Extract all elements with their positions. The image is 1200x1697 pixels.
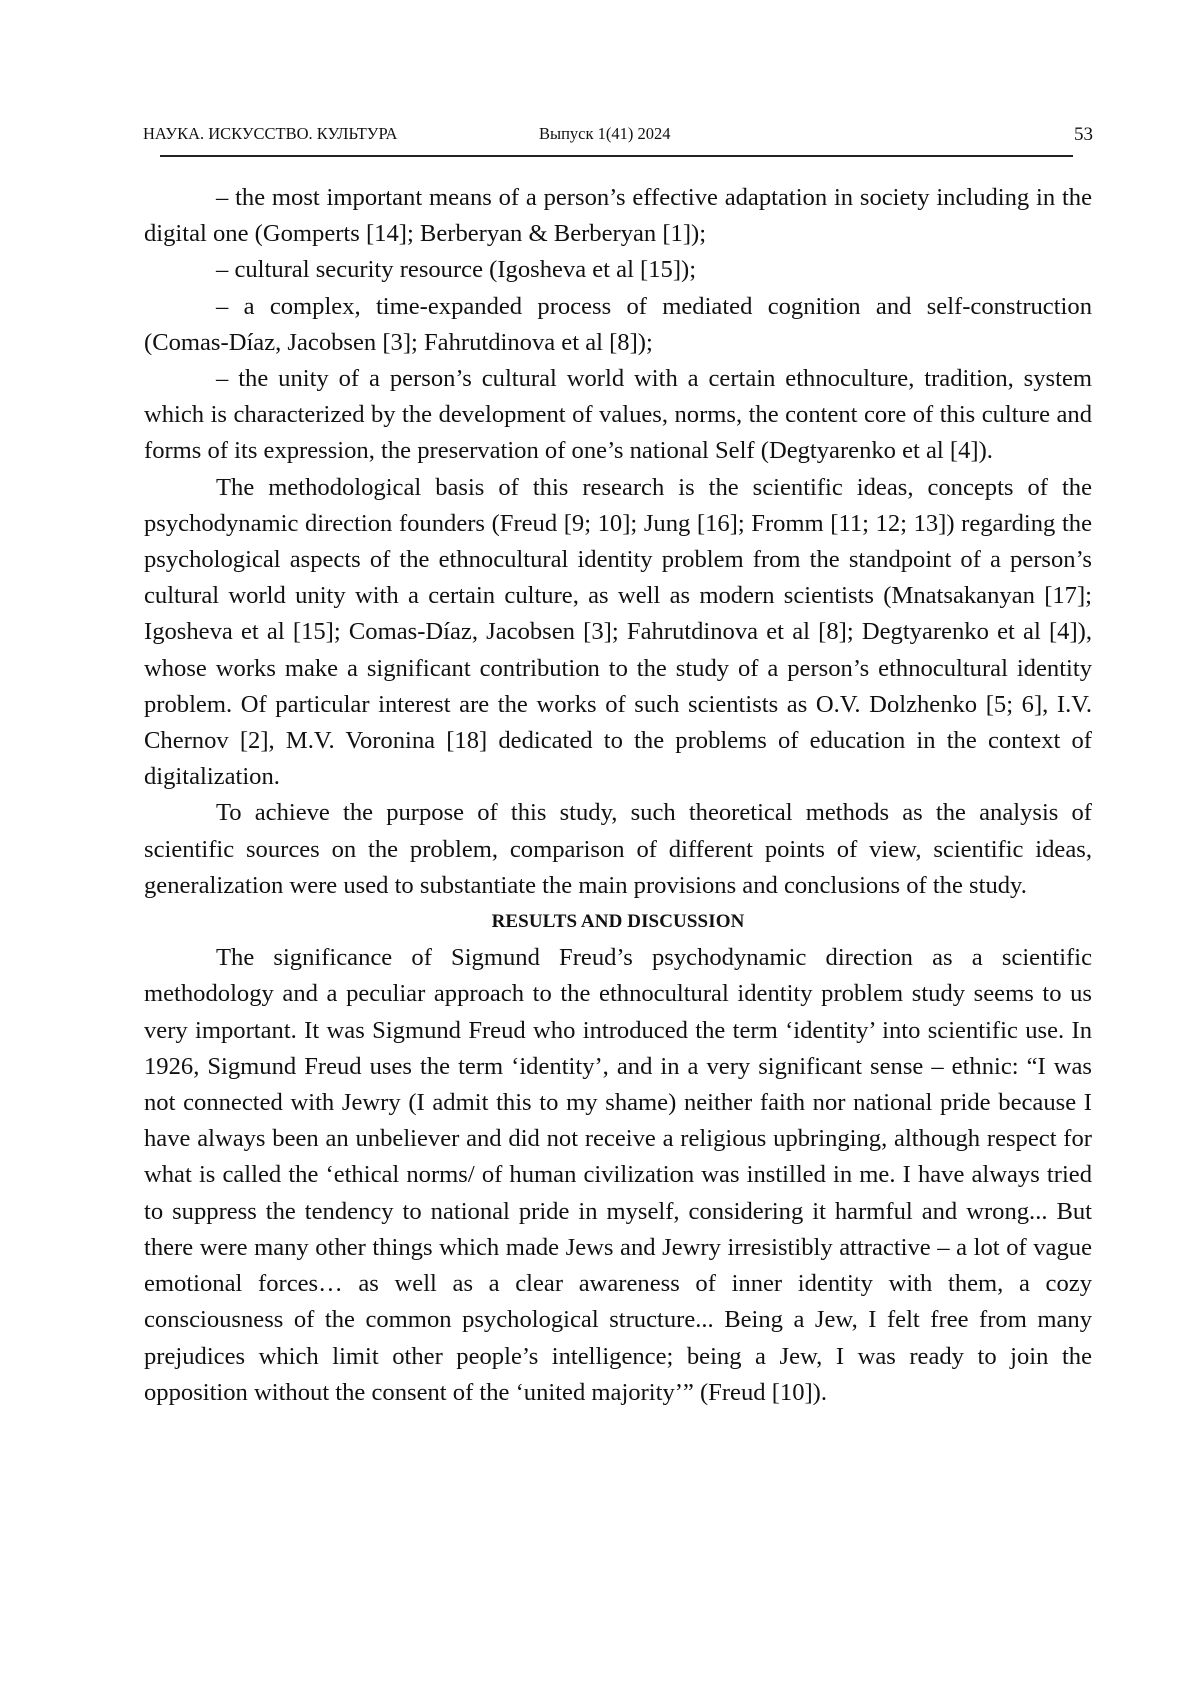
list-item-security: – cultural security resource (Igosheva et al [15]); — [216, 256, 697, 284]
list-item-adaptation: – the most important means of a person’s effective adaptation in society including in the digital one (Gomperts [14]; Berberyan & Berberyan [1]); — [144, 184, 1092, 248]
journal-title: НАУКА. ИСКУССТВО. КУЛЬТУРА — [143, 124, 398, 143]
running-header — [143, 120, 1093, 152]
header-divider — [160, 155, 1073, 157]
issue-label: Выпуск 1(41) 2024 — [539, 124, 671, 143]
section-heading: RESULTS AND DISCUSSION — [491, 911, 745, 933]
results-paragraph: The significance of Sigmund Freud’s psychodynamic direction as a scientific methodology and a peculiar approach to the ethnocultural identity problem study seems to us very important. It was Sigmund Freud who introduced the term ‘identity’ into scientific use. In 1926, Sigmund Freud uses the term ‘identity’, and in a very significant sense – ethnic: “I was not connected with Jewry (I admit this to my shame) neither faith nor national pride because I have always been an unbeliever and did not receive a religious upbringing, although respect for what is called the ‘ethical norms/ of human civilization was instilled in me. I have always tried to suppress the tendency to national pride in myself, considering it harmful and wrong... But there were many other things which made Jews and Jewry irresistibly attractive – a lot of vague emotional forces… as well as a clear awareness of inner identity with them, a cozy consciousness of the common psychological structure... Being a Jew, I felt free from many prejudices which limit other people’s intelligence; being a Jew, I was ready to join the opposition without the consent of the ‘united majority’” (Freud [10]). — [144, 944, 1092, 1406]
page-number: 53 — [1074, 124, 1093, 145]
list-item-unity: – the unity of a person’s cultural world with a certain ethnoculture, tradition, system which is characterized by the development of values, norms, the content core of this culture and forms of its expression, the preservation of one’s national Self (Degtyarenko et al [4]). — [144, 365, 1092, 465]
methodology-paragraph: The methodological basis of this research is the scientific ideas, concepts of the psychodynamic direction founders (Freud [9; 10]; Jung [16]; Fromm [11; 12; 13]) regarding the psychological aspects of the ethnocultural identity problem from the standpoint of a person’s cultural world unity with a certain culture, as well as modern scientists (Mnatsakanyan [17]; Igosheva et al [15]; Comas-Díaz, Jacobsen [3]; Fahrutdinova et al [8]; Degtyarenko et al [4]), whose works make a significant contribution to the study of a person’s ethnocultural identity problem. Of particular interest are the works of such scientists as O.V. Dolzhenko [5; 6], I.V. Chernov [2], M.V. Voronina [18] dedicated to the problems of education in the context of digitalization. — [144, 473, 1092, 791]
page-body — [144, 180, 1092, 1411]
methods-paragraph: To achieve the purpose of this study, such theoretical methods as the analysis of scientific sources on the problem, comparison of different points of view, scientific ideas, generalization were used to substantiate the main provisions and conclusions of the study. — [144, 799, 1092, 899]
list-item-cognition: – a complex, time-expanded process of mediated cognition and self-construction (Comas-Díaz, Jacobsen [3]; Fahrutdinova et al [8]); — [144, 292, 1092, 356]
